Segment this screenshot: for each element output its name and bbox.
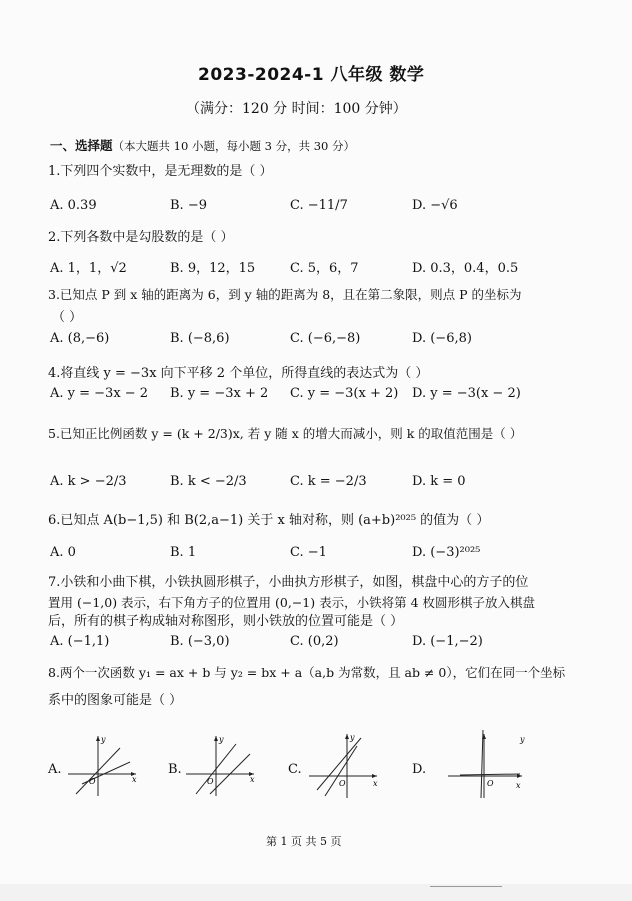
question-7-line-2: 置用 (−1,0) 表示，右下角方子的位置用 (0,−1) 表示，小铁将第 4 枚圆形棋子放入棋盘 bbox=[48, 595, 536, 610]
q4-option-a: A. y = −3x − 2 bbox=[50, 386, 149, 401]
question-4-stem: 4.将直线 y = −3x 向下平移 2 个单位，所得直线的表达式为（ ） bbox=[48, 366, 429, 381]
question-2-stem: 2.下列各数中是勾股数的是（ ） bbox=[48, 230, 234, 245]
page-subtitle: （满分：120 分 时间：100 分钟） bbox=[186, 101, 407, 117]
q7-option-c: C. (0,2) bbox=[290, 634, 339, 649]
q3-option-b: B. (−8,6) bbox=[170, 331, 230, 346]
question-5-stem: 5.已知正比例函数 y = (k + 2/3)x, 若 y 随 x 的增大而减小，则 k 的取值范围是（ ） bbox=[48, 426, 523, 441]
q4-option-d: D. y = −3(x − 2) bbox=[412, 386, 521, 401]
question-3-stem-cont: （ ） bbox=[52, 310, 83, 325]
q7-option-d: D. (−1,−2) bbox=[412, 634, 483, 649]
q4-option-b: B. y = −3x + 2 bbox=[170, 386, 269, 401]
q5-option-a: A. k > −2/3 bbox=[50, 474, 127, 489]
q8-d-origin-label: O bbox=[487, 779, 494, 788]
section-heading bbox=[50, 136, 355, 154]
q8-option-c-label: C. bbox=[288, 762, 302, 777]
q1-option-d: D. −√6 bbox=[412, 198, 458, 213]
question-8-line-2: 系中的图象可能是（ ） bbox=[48, 693, 183, 708]
q6-option-c: C. −1 bbox=[290, 545, 327, 560]
q8-graph-c bbox=[303, 728, 383, 800]
q3-option-c: C. (−6,−8) bbox=[290, 331, 361, 346]
section-title: 一、选择题 bbox=[50, 138, 113, 153]
q8-c-x-label: x bbox=[373, 779, 378, 788]
q5-option-c: C. k = −2/3 bbox=[290, 474, 367, 489]
scan-next-page-edge bbox=[430, 886, 502, 897]
q6-option-d: D. (−3)²⁰²⁵ bbox=[412, 545, 481, 560]
page-title: 2023-2024-1 八年级 数学 bbox=[198, 65, 425, 85]
q8-b-x-label: x bbox=[250, 775, 255, 784]
q8-b-y-label: y bbox=[219, 735, 224, 744]
q8-c-origin-label: O bbox=[339, 779, 346, 788]
q8-d-y-label: y bbox=[520, 735, 525, 744]
q2-option-c: C. 5，6，7 bbox=[290, 261, 359, 276]
q3-option-d: D. (−6,8) bbox=[412, 331, 472, 346]
q8-graph-d bbox=[444, 728, 528, 800]
q8-a-y-label: y bbox=[101, 735, 106, 744]
q8-a-origin-label: O bbox=[89, 777, 96, 786]
q3-option-a: A. (8,−6) bbox=[50, 331, 110, 346]
q8-graph-a bbox=[62, 730, 142, 800]
q8-b-origin-label: O bbox=[207, 777, 214, 786]
q8-option-b-label: B. bbox=[168, 762, 182, 777]
question-7-line-1: 7.小铁和小曲下棋，小铁执圆形棋子，小曲执方形棋子，如图，棋盘中心的方子的位 bbox=[48, 575, 529, 590]
q1-option-c: C. −11/7 bbox=[290, 198, 348, 213]
q1-option-b: B. −9 bbox=[170, 198, 207, 213]
q1-option-a: A. 0.39 bbox=[50, 198, 97, 213]
q2-option-b: B. 9，12，15 bbox=[170, 261, 256, 276]
q7-option-a: A. (−1,1) bbox=[50, 634, 110, 649]
section-note: （本大题共 10 小题，每小题 3 分，共 30 分） bbox=[112, 139, 356, 153]
question-6-stem: 6.已知点 A(b−1,5) 和 B(2,a−1) 关于 x 轴对称，则 (a+b)²⁰²⁵ 的值为（ ） bbox=[48, 513, 490, 528]
question-1-stem: 1.下列四个实数中，是无理数的是（ ） bbox=[48, 164, 273, 179]
q5-option-d: D. k = 0 bbox=[412, 474, 466, 489]
q6-option-a: A. 0 bbox=[50, 545, 76, 560]
page-footer: 第 1 页 共 5 页 bbox=[266, 835, 342, 848]
scan-bottom-edge bbox=[0, 884, 632, 901]
question-7-line-3: 后，所有的棋子构成轴对称图形，则小铁放的位置可能是（ ） bbox=[48, 614, 404, 629]
q7-option-b: B. (−3,0) bbox=[170, 634, 230, 649]
q8-option-d-label: D. bbox=[412, 762, 427, 777]
q8-d-x-label: x bbox=[516, 781, 521, 790]
question-3-stem: 3.已知点 P 到 x 轴的距离为 6，到 y 轴的距离为 8，且在第二象限，则点 P 的坐标为 bbox=[48, 287, 522, 302]
question-8-line-1: 8.两个一次函数 y₁ = ax + b 与 y₂ = bx + a（a,b 为常数，且 ab ≠ 0），它们在同一个坐标 bbox=[48, 665, 566, 680]
q5-option-b: B. k < −2/3 bbox=[170, 474, 247, 489]
q6-option-b: B. 1 bbox=[170, 545, 197, 560]
q8-c-y-label: y bbox=[350, 733, 355, 742]
q8-a-x-label: x bbox=[132, 775, 137, 784]
q2-option-d: D. 0.3，0.4，0.5 bbox=[412, 261, 519, 276]
q8-option-a-label: A. bbox=[48, 762, 62, 777]
q4-option-c: C. y = −3(x + 2) bbox=[290, 386, 399, 401]
q8-graph-b bbox=[180, 730, 260, 800]
q2-option-a: A. 1，1，√2 bbox=[50, 261, 127, 276]
